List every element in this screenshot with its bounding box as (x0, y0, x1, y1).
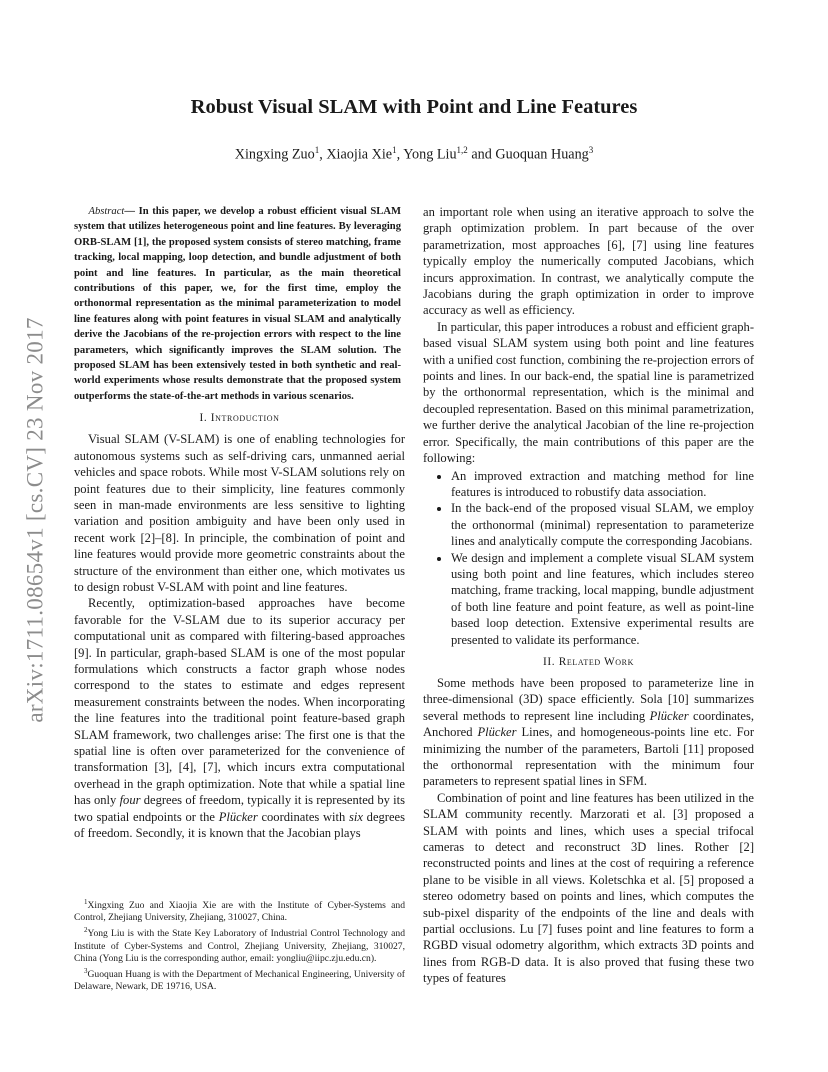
footnote-text: Guoquan Huang is with the Department of Mechanical Engineering, University of Delaware, Newark, DE 19716, USA. (74, 969, 405, 993)
intro-paragraph-2 (74, 595, 405, 841)
author-affiliation-mark: 3 (588, 145, 594, 155)
footnote-text: Yong Liu is with the State Key Laboratory of Industrial Control Technology and Institute of Cyber-Systems and Control, Zhejiang University, Zhejiang, 310027, China (Yong Liu is the corresponding author, email: yongliu@iipc.zju.edu.cn). (74, 928, 405, 964)
section-heading-introduction (74, 412, 405, 424)
intro-paragraph-3: In particular, this paper introduces a robust and efficient graph-based visual SLAM system using both point and line features with a unified cost function, combining the re-projection errors of points and lines. In our back-end, the spatial line is parametrized by the orthonormal representation, which is the minimal and decoupled representation. Based on this minimal parametrization, we further derive the analytical Jacobian of the line re-projection error. Specifically, the main contributions of this paper are the following: (423, 319, 755, 466)
text-run: coordinates, Anchored (423, 708, 755, 740)
text-run: Lines, and homogeneous-points line etc. For minimizing the number of the parameters, Bartoli [11] proposed the orthonormal representation with the minimum four parameters to represent spatial lines in SFM. (423, 725, 755, 789)
section-title: Related Work (558, 655, 634, 668)
intro-paragraph-1: Visual SLAM (V-SLAM) is one of enabling technologies for autonomous systems such as self-driving cars, unmanned aerial vehicles and space robots. While most V-SLAM solutions rely on point features due to their simplicity, line features commonly seen in man-made environments are less sensitive to lighting variation and position ambiguity and have been only used in recent work [2]–[8]. In principle, the combination of point and line features would provide more geometric constraints about the structure of the environment than either one, which motivates us to design robust V-SLAM with point and line features. (74, 432, 405, 594)
author-affiliation-mark: 1,2 (456, 145, 468, 155)
arxiv-identifier-text: arXiv:1711.08654v1 [cs.CV] 23 Nov 2017 (23, 317, 48, 723)
author-affiliation-mark: 1 (314, 145, 320, 155)
intro-paragraph-2-continued: an important role when using an iterative approach to solve the graph optimization problem. In part because of the over parametrization, most approaches [6], [7] using line features typically employ the numerically computed Jacobians, which incurs approximation. In contrast, we analytically compute the Jacobians during the graph optimization in order to improve accuracy as well as efficiency. (423, 205, 754, 318)
author-name: Yong Liu (403, 146, 457, 163)
section-number: I. (199, 412, 208, 425)
footnote-mark: 3 (84, 966, 88, 975)
footnote-text: Xingxing Zuo and Xiaojia Xie are with the Institute of Cyber-Systems and Control, Zhejiang University, Zhejiang, 310027, China. (74, 900, 405, 924)
related-paragraph-2: Combination of point and line features has been utilized in the SLAM community recently. Marzorati et al. [3] proposed a SLAM with points and lines, which uses a special trifocal cameras to detect and reconstruct 3D lines. Rother [2] reconstructed points and lines at the cost of requiring a reference plane to be visible in all views. Koletschka et al. [5] proposed a stereo odometry based on points and lines, which computes the sub-pixel disparity of the endpoints of the line and deals with partial occlusions. Lu [7] fuses point and line features to form a RGBD visual odometry algorithm, which extracts 3D points and lines from RGB-D data. It is also proved that fusing these two types of features (423, 790, 754, 986)
author-list (0, 145, 828, 164)
author-separator: , (319, 146, 327, 163)
related-paragraph-1 (423, 675, 754, 790)
contribution-item: • An improved extraction and matching method for line features is introduced to robustify data association. (451, 468, 754, 501)
footnote (74, 896, 405, 924)
text-run: Recently, optimization-based approaches have become favorable for the V-SLAM due to its superior accuracy per computational unit as compared with filtering-based approaches [9]. In particular, graph-based SLAM is one of the most popular formulations which constructs a factor graph whose nodes correspond to the states to estimate and edges represent measurement constraints between the nodes. When incorporating the line features into the traditional point feature-based graph SLAM framework, two challenges arise: The first one is that the spatial line is often over parameterized for the convenience of transformation [3], [4], [7], which incurs extra computational overhead in the graph optimization. Note that while a spatial line has only (74, 596, 405, 808)
emphasis: six (349, 809, 363, 824)
author-name: Xiaojia Xie (326, 146, 393, 163)
text-run: degrees of freedom, typically it is represented by its two spatial endpoints or the (74, 793, 405, 824)
emphasis: Plücker (477, 725, 517, 740)
footnote-mark: 2 (84, 926, 88, 935)
abstract-label: Abstract (88, 206, 125, 217)
contributions-list (423, 468, 754, 648)
left-column (74, 204, 405, 841)
footnotes (74, 896, 405, 993)
text-run: coordinates with (257, 809, 350, 824)
section-number: II. (543, 655, 556, 668)
author-separator: and (467, 146, 496, 163)
footnote (74, 924, 405, 964)
author-name: Guoquan Huang (495, 146, 589, 163)
footnote (74, 965, 405, 993)
contribution-item: • In the back-end of the proposed visual SLAM, we employ the orthonormal (minimal) representation to parameterize lines and analytically compute the corresponding Jacobians. (451, 500, 754, 549)
abstract (74, 204, 405, 404)
emphasis: four (119, 793, 141, 808)
right-column (423, 204, 754, 987)
section-heading-related-work (423, 656, 754, 668)
text-run: Some methods have been proposed to parameterize line in three-dimensional (3D) space efficiently. Sola [10] summarizes several methods to represent line including (423, 675, 754, 723)
abstract-text: — In this paper, we develop a robust efficient visual SLAM system that utilizes heterogeneous point and line features. By leveraging ORB-SLAM [1], the proposed system consists of stereo matching, frame tracking, local mapping, loop detection, and bundle adjustment of both point and line features. In particular, as the main theoretical contributions of this paper, we, for the first time, employ the orthonormal representation as the minimal parameterization to model line features along with point features in visual SLAM and analytically derive the Jacobians of the re-projection errors with respect to the line parameters, which significantly improves the SLAM solution. The proposed SLAM has been extensively tested in both synthetic and real-world experiments whose results demonstrate that the proposed system outperforms the state-of-the-art methods in various scenarios. (74, 206, 401, 402)
author-affiliation-mark: 1 (392, 145, 397, 155)
emphasis: Plücker (218, 809, 258, 824)
author-name: Xingxing Zuo (234, 146, 315, 163)
arxiv-identifier-stamp (22, 280, 50, 760)
author-separator: , (396, 146, 404, 163)
contribution-item: • We design and implement a complete visual SLAM system using both point and line features, which includes stereo matching, frame tracking, local mapping, bundle adjustment of both line feature and point feature, as well as point-line based loop detection. Extensive experimental results are presented to validate its performance. (451, 550, 754, 648)
text-run: degrees of freedom. Secondly, it is known that the Jacobian plays (74, 809, 405, 841)
emphasis: Plücker (649, 708, 689, 723)
footnote-mark: 1 (84, 898, 88, 906)
section-title: Introduction (210, 412, 280, 425)
paper-title: Robust Visual SLAM with Point and Line Features (190, 96, 638, 118)
